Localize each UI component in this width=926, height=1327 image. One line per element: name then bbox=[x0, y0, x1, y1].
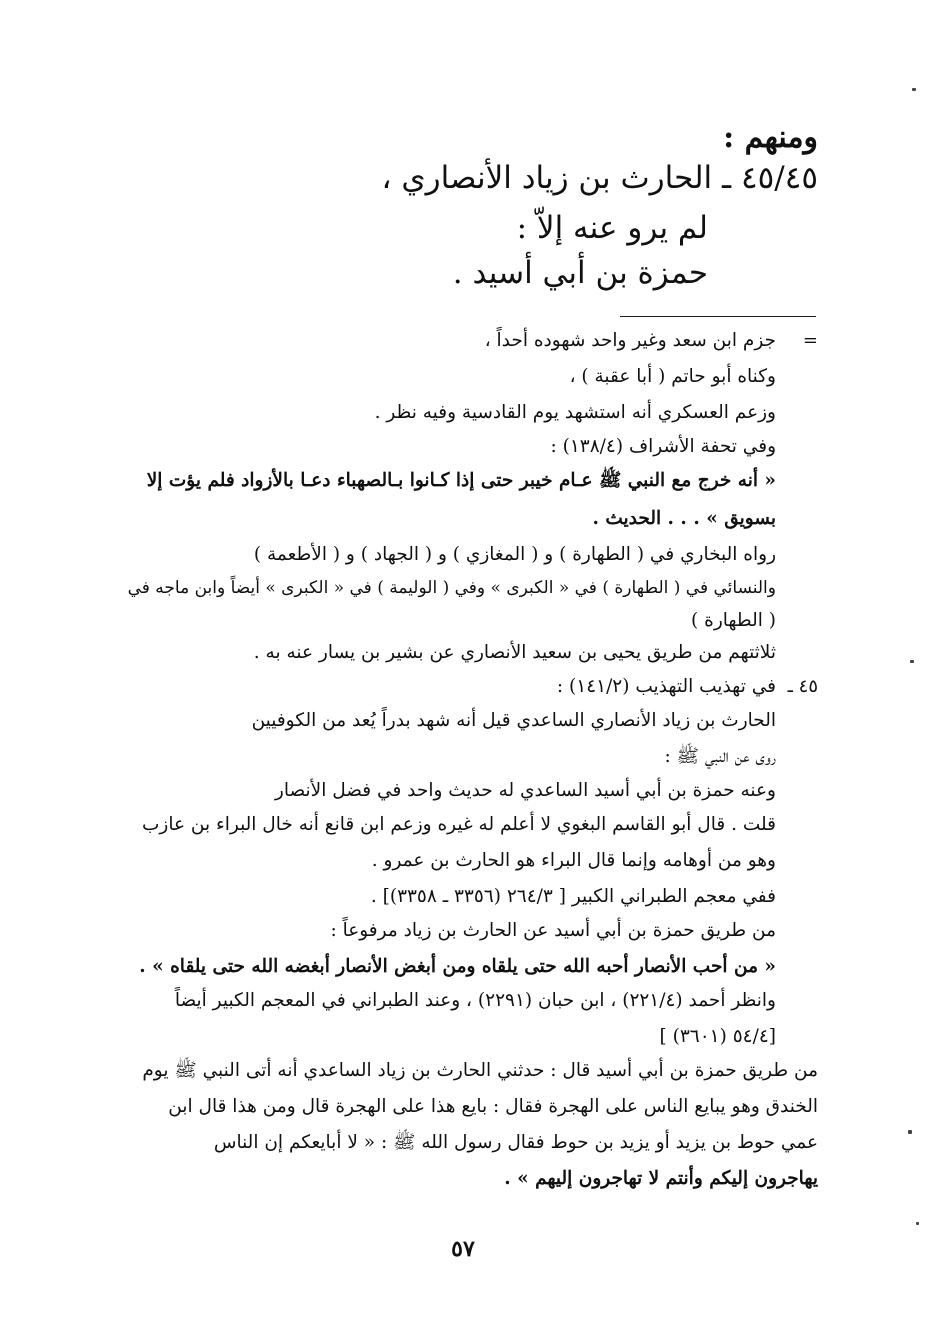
footnote-line: الحارث بن زياد الأنصاري الساعدي قيل أنه شهد بدراً يُعد من الكوفيين bbox=[251, 710, 776, 731]
page-number: ٥٧ bbox=[451, 1236, 475, 1262]
footnote-line: والنسائي في ( الطهارة ) في « الكبرى » وفي ( الوليمة ) في « الكبرى » أيضاً وابن ماجه في bbox=[127, 578, 776, 598]
footnote-line: روى عن النبي ﷺ : bbox=[664, 746, 776, 767]
footnote-line: ثلاثتهم من طريق يحيى بن سعيد الأنصاري عن بشير بن يسار عنه به . bbox=[253, 642, 776, 663]
footnote-line: من طريق حمزة بن أبي أسيد عن الحارث بن زياد مرفوعاً : bbox=[330, 920, 776, 941]
section-heading: ومنهم : bbox=[723, 120, 818, 155]
hadith-quote: يهاجرون إليكم وأنتم لا تهاجرون إليهم » . bbox=[504, 1168, 818, 1189]
footnote-line: وعنه حمزة بن أبي أسيد الساعدي له حديث واحد في فضل الأنصار bbox=[274, 780, 776, 801]
scan-speck bbox=[916, 1222, 919, 1225]
footnote-line: عمي حوط بن يزيد أو يزيد بن حوط فقال رسول الله ﷺ : « لا أبايعكم إن الناس bbox=[213, 1132, 818, 1153]
footnote-line: ففي معجم الطبراني الكبير [ ٢٦٤/٣ (٣٣٥٦ ـ ٣٣٥٨)] . bbox=[370, 886, 776, 907]
footnote-line: الخندق وهو يبايع الناس على الهجرة فقال : بايع هذا على الهجرة قال ومن هذا قال ابن bbox=[168, 1096, 818, 1117]
footnote-line: قلت . قال أبو القاسم البغوي لا أعلم له غيره وزعم ابن قانع أنه خال البراء بن عازب bbox=[142, 814, 776, 835]
footnote-line: في تهذيب التهذيب (١٤١/٢) : bbox=[556, 676, 776, 697]
footnote-divider bbox=[620, 316, 816, 317]
hadith-quote: « أنه خرج مع النبي ﷺ عـام خيبر حتى إذا كـانوا بـالصهباء دعـا بالأزواد فلم يؤت إلا bbox=[146, 470, 776, 491]
narrator-line: حمزة بن أبي أسيد . bbox=[452, 255, 708, 291]
footnote-line: من طريق حمزة بن أبي أسيد قال : حدثني الحارث بن زياد الساعدي أنه أتى النبي ﷺ يوم bbox=[142, 1060, 818, 1081]
rawa-line: لم يرو عنه إلاّ : bbox=[516, 210, 708, 246]
footnote-line: وفي تحفة الأشراف (١٣٨/٤) : bbox=[550, 436, 776, 457]
hadith-quote: « من أحب الأنصار أحبه الله حتى يلقاه ومن أبغض الأنصار أبغضه الله حتى يلقاه » . bbox=[139, 956, 776, 977]
footnote-line: وزعم العسكري أنه استشهد يوم القادسية وفيه نظر . bbox=[374, 402, 776, 423]
footnote-line: ( الطهارة ) bbox=[691, 610, 776, 631]
footnote-line: وكناه أبو حاتم ( أبا عقبة ) ، bbox=[569, 366, 776, 387]
footnote-line: رواه البخاري في ( الطهارة ) و ( المغازي ) و ( الجهاد ) و ( الأطعمة ) bbox=[253, 544, 776, 565]
footnote-line: [ ٥٤/٤ (٣٦٠١)] bbox=[659, 1026, 776, 1047]
scan-speck bbox=[912, 88, 916, 91]
scan-speck bbox=[908, 1130, 912, 1134]
footnote-line: وانظر أحمد (٢٢١/٤) ، ابن حبان (٢٢٩١) ، وعند الطبراني في المعجم الكبير أيضاً bbox=[174, 990, 776, 1011]
footnote-line: وهو من أوهامه وإنما قال البراء هو الحارث بن عمرو . bbox=[371, 850, 776, 871]
footnote-line: جزم ابن سعد وغير واحد شهوده أحداً ، bbox=[484, 330, 776, 351]
continuation-marker: = bbox=[802, 330, 818, 351]
scan-speck bbox=[910, 660, 914, 663]
note-number: ٤٥ ـ bbox=[787, 676, 818, 697]
hadith-quote: بسويق » . . . الحديث . bbox=[592, 508, 776, 529]
entry-title: ٤٥/٤٥ ـ الحارث بن زياد الأنصاري ، bbox=[381, 160, 818, 196]
